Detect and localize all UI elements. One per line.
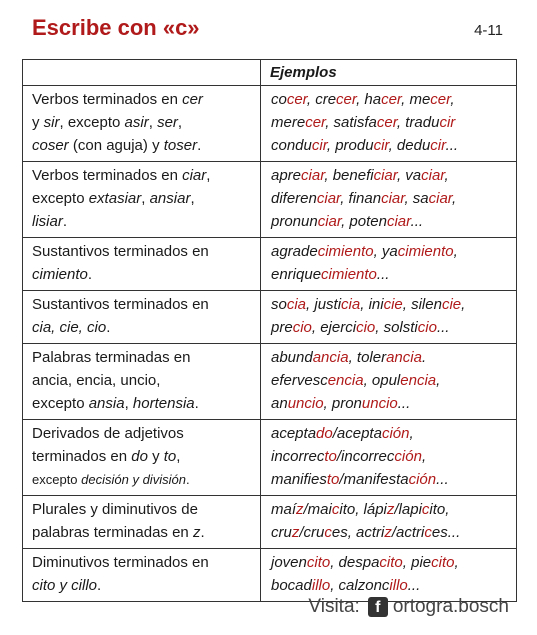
site-link[interactable]: ortogra.bosch	[392, 596, 509, 617]
examples-cell: apreciar, beneficiar, vaciar, diferenciar, financiar, saciar, pronunciar, potenciar...	[261, 162, 517, 238]
rule-cell: Verbos terminados en cer y sir, excepto asir, ser, coser (con aguja) y toser.	[23, 86, 261, 162]
rule-cell: Diminutivos terminados en cito y cillo.	[23, 549, 261, 602]
facebook-icon[interactable]: f	[368, 597, 388, 617]
rule-cell: Derivados de adjetivos terminados en do y to, excepto decisión y división.	[23, 420, 261, 496]
table-row	[23, 291, 517, 344]
table-row	[23, 162, 517, 238]
table-row	[23, 344, 517, 420]
examples-cell: socia, justicia, inicie, silencie, precio, ejercicio, solsticio...	[261, 291, 517, 344]
examples-column-header: Ejemplos	[261, 60, 517, 86]
page-title: Escribe con «c»	[32, 15, 200, 40]
examples-cell: jovencito, despacito, piecito, bocadillo, calzoncillo...	[261, 549, 517, 602]
table-row	[23, 238, 517, 291]
rule-column-header	[23, 60, 261, 86]
table-header-row	[23, 60, 517, 86]
page-number: 4-11	[474, 22, 503, 39]
rules-table	[22, 59, 517, 602]
examples-cell: maíz/maicito, lápiz/lapicito, cruz/cruces, actriz/actrices...	[261, 496, 517, 549]
table-row	[23, 420, 517, 496]
examples-cell: cocer, crecer, hacer, mecer, merecer, satisfacer, traducir conducir, producir, deducir...	[261, 86, 517, 162]
table-row	[23, 496, 517, 549]
rule-cell: Verbos terminados en ciar, excepto extasiar, ansiar, lisiar.	[23, 162, 261, 238]
table-row	[23, 86, 517, 162]
examples-cell: abundancia, tolerancia. efervescencia, opulencia, anuncio, pronuncio...	[261, 344, 517, 420]
rule-cell: Palabras terminadas en ancia, encia, uncio, excepto ansia, hortensia.	[23, 344, 261, 420]
examples-cell: agradecimiento, yacimiento, enriquecimiento...	[261, 238, 517, 291]
rule-cell: Sustantivos terminados en cimiento.	[23, 238, 261, 291]
rule-cell: Sustantivos terminados en cia, cie, cio.	[23, 291, 261, 344]
rule-cell: Plurales y diminutivos de palabras terminadas en z.	[23, 496, 261, 549]
table-row	[23, 549, 517, 602]
visit-label: Visita:	[308, 596, 360, 617]
examples-cell: aceptado/aceptación, incorrecto/incorrección, manifiesto/manifestación...	[261, 420, 517, 496]
footer	[308, 596, 509, 618]
